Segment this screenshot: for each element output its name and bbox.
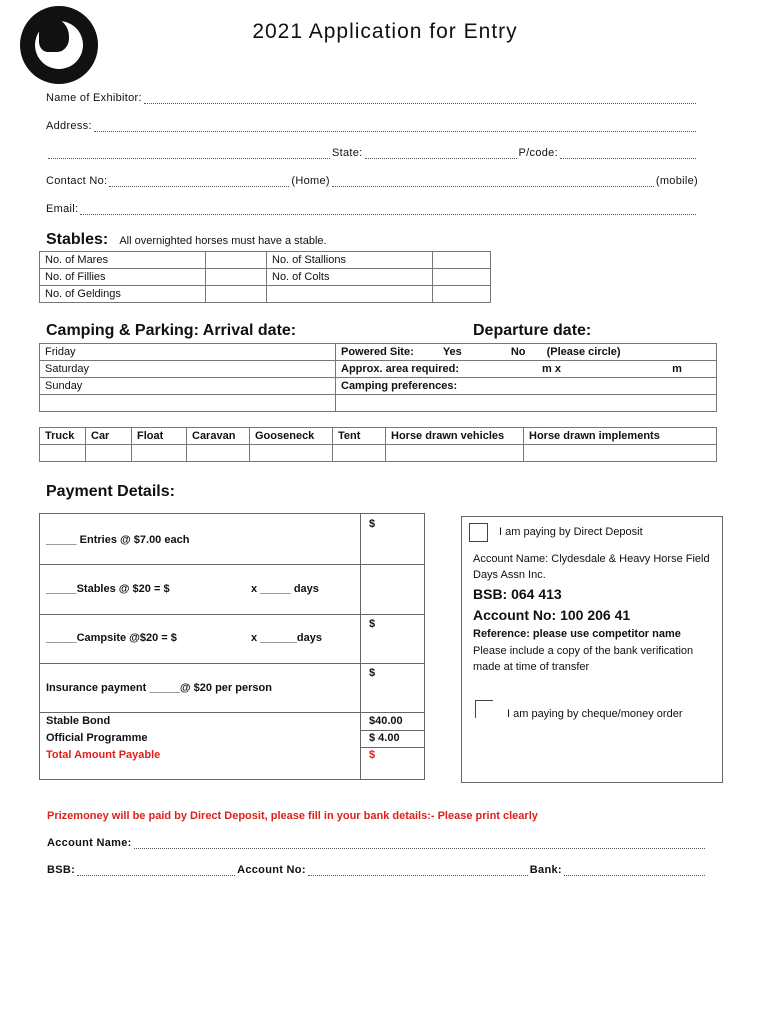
bank-account-name-label: Account Name: <box>47 837 132 849</box>
sunday-label: Sunday <box>40 378 336 395</box>
circle-note: (Please circle) <box>546 346 621 358</box>
payment-hr-1 <box>40 564 424 565</box>
campsite-dollar: $ <box>369 618 376 630</box>
bank-name-field[interactable] <box>564 865 705 876</box>
bond-amount: $40.00 <box>369 715 403 727</box>
payment-hr-4 <box>40 712 424 713</box>
vehicle-truck: Truck <box>40 428 86 445</box>
total-label: Total Amount Payable <box>46 749 161 761</box>
campsite-days[interactable]: x ______days <box>251 632 322 644</box>
insurance-line[interactable]: Insurance payment _____@ $20 per person <box>46 682 272 694</box>
name-line <box>46 92 698 104</box>
geldings-label: No. of Geldings <box>40 286 206 303</box>
prizemoney-notice: Prizemoney will be paid by Direct Deposit, please fill in your bank details:- Please print clearly <box>47 810 538 822</box>
cheque-checkbox[interactable] <box>475 700 493 718</box>
reference-text: Reference: please use competitor name <box>473 628 681 640</box>
deposit-box <box>461 516 723 783</box>
bank-account-no-field[interactable] <box>308 865 528 876</box>
mobile-phone-field[interactable] <box>332 176 654 187</box>
bank-account-no-label: Account No: <box>237 864 306 876</box>
postcode-label: P/code: <box>518 147 558 159</box>
fillies-label: No. of Fillies <box>40 269 206 286</box>
bank-name-label: Bank: <box>529 864 562 876</box>
postcode-field[interactable] <box>560 148 696 159</box>
page-title: 2021 Application for Entry <box>252 20 518 43</box>
tent-input[interactable] <box>333 445 386 462</box>
vehicle-implements: Horse drawn implements <box>524 428 717 445</box>
home-label: (Home) <box>291 175 330 187</box>
mares-label: No. of Mares <box>40 252 206 269</box>
direct-deposit-checkbox[interactable] <box>469 523 488 542</box>
address-field-2[interactable] <box>48 148 330 159</box>
geldings-input[interactable] <box>206 286 267 303</box>
bank-details-line <box>47 864 707 876</box>
cheque-label: I am paying by cheque/money order <box>507 708 683 720</box>
contact-label: Contact No: <box>46 175 108 187</box>
camping-table <box>39 343 717 412</box>
powered-yes[interactable]: Yes <box>442 346 462 358</box>
fillies-input[interactable] <box>206 269 267 286</box>
vehicle-tent: Tent <box>333 428 386 445</box>
stables-blank-label <box>267 286 433 303</box>
prefs-label[interactable]: Camping preferences: <box>336 378 717 395</box>
camping-blank-left[interactable] <box>40 395 336 412</box>
home-phone-field[interactable] <box>109 176 289 187</box>
payment-divider <box>360 514 361 779</box>
programme-label: Official Programme <box>46 732 148 744</box>
email-label: Email: <box>46 203 79 215</box>
contact-line <box>46 175 698 187</box>
insurance-dollar: $ <box>369 667 376 679</box>
address-label: Address: <box>46 120 92 132</box>
stables-heading-row <box>46 231 327 249</box>
state-label: State: <box>332 147 363 159</box>
area-label: Approx. area required: <box>341 363 459 375</box>
car-input[interactable] <box>86 445 132 462</box>
campsite-fee-line[interactable]: _____Campsite @$20 = $ <box>46 632 177 644</box>
payment-heading: Payment Details: <box>46 483 175 500</box>
vehicle-table <box>39 427 717 462</box>
bank-bsb-label: BSB: <box>47 864 76 876</box>
camping-heading: Camping & Parking: Arrival date: <box>46 322 297 339</box>
friday-label: Friday <box>40 344 336 361</box>
payment-hr-2 <box>40 614 424 615</box>
implements-input[interactable] <box>524 445 717 462</box>
programme-amount: $ 4.00 <box>369 732 400 744</box>
association-logo <box>20 6 98 84</box>
payment-box <box>39 513 425 780</box>
entries-dollar: $ <box>369 518 376 530</box>
stables-blank-input[interactable] <box>433 286 491 303</box>
programme-rule <box>360 747 424 748</box>
vehicle-car: Car <box>86 428 132 445</box>
stables-fee-line[interactable]: _____Stables @ $20 = $ <box>46 583 170 595</box>
stables-heading: Stables: <box>46 231 109 248</box>
colts-input[interactable] <box>433 269 491 286</box>
mobile-label: (mobile) <box>655 175 698 187</box>
stallions-label: No. of Stallions <box>267 252 433 269</box>
address-line-2 <box>46 147 698 159</box>
powered-no[interactable]: No <box>510 346 526 358</box>
copy-note-text: Please include a copy of the bank verification made at time of transfer <box>473 645 694 673</box>
address-field[interactable] <box>94 121 696 132</box>
colts-label: No. of Colts <box>267 269 433 286</box>
vehicle-gooseneck: Gooseneck <box>250 428 333 445</box>
entries-line[interactable]: _____ Entries @ $7.00 each <box>46 534 190 546</box>
bond-rule <box>360 730 424 731</box>
account-no-text: Account No: 100 206 41 <box>473 607 631 623</box>
horse-drawn-input[interactable] <box>386 445 524 462</box>
direct-deposit-label: I am paying by Direct Deposit <box>499 526 643 538</box>
powered-label: Powered Site: <box>341 346 414 358</box>
bank-account-name-line <box>47 837 707 849</box>
bank-bsb-field[interactable] <box>77 865 235 876</box>
truck-input[interactable] <box>40 445 86 462</box>
gooseneck-input[interactable] <box>250 445 333 462</box>
state-field[interactable] <box>365 148 517 159</box>
stables-note: All overnighted horses must have a stable. <box>119 235 327 247</box>
vehicle-horse-drawn: Horse drawn vehicles <box>386 428 524 445</box>
float-input[interactable] <box>132 445 187 462</box>
vehicle-float: Float <box>132 428 187 445</box>
area-row[interactable] <box>336 361 717 378</box>
camping-blank-right[interactable] <box>336 395 717 412</box>
address-line <box>46 120 698 132</box>
stables-table <box>39 251 491 303</box>
name-label: Name of Exhibitor: <box>46 92 142 104</box>
bsb-text: BSB: 064 413 <box>473 586 562 602</box>
area-m: m <box>672 363 682 375</box>
bond-label: Stable Bond <box>46 715 111 727</box>
total-amount[interactable]: $ <box>369 749 376 761</box>
payment-hr-3 <box>40 663 424 664</box>
powered-row <box>336 344 717 361</box>
stallions-input[interactable] <box>433 252 491 269</box>
caravan-input[interactable] <box>187 445 250 462</box>
stables-days[interactable]: x _____ days <box>251 583 319 595</box>
email-field[interactable] <box>80 204 696 215</box>
bank-account-name-field[interactable] <box>134 838 705 849</box>
vehicle-caravan: Caravan <box>187 428 250 445</box>
email-line <box>46 203 698 215</box>
area-mx: m x <box>542 363 562 375</box>
mares-input[interactable] <box>206 252 267 269</box>
departure-heading: Departure date: <box>473 322 592 339</box>
saturday-label: Saturday <box>40 361 336 378</box>
name-field[interactable] <box>144 93 696 104</box>
account-name-text: Account Name: Clydesdale & Heavy Horse Field Days Assn Inc. <box>473 553 710 581</box>
